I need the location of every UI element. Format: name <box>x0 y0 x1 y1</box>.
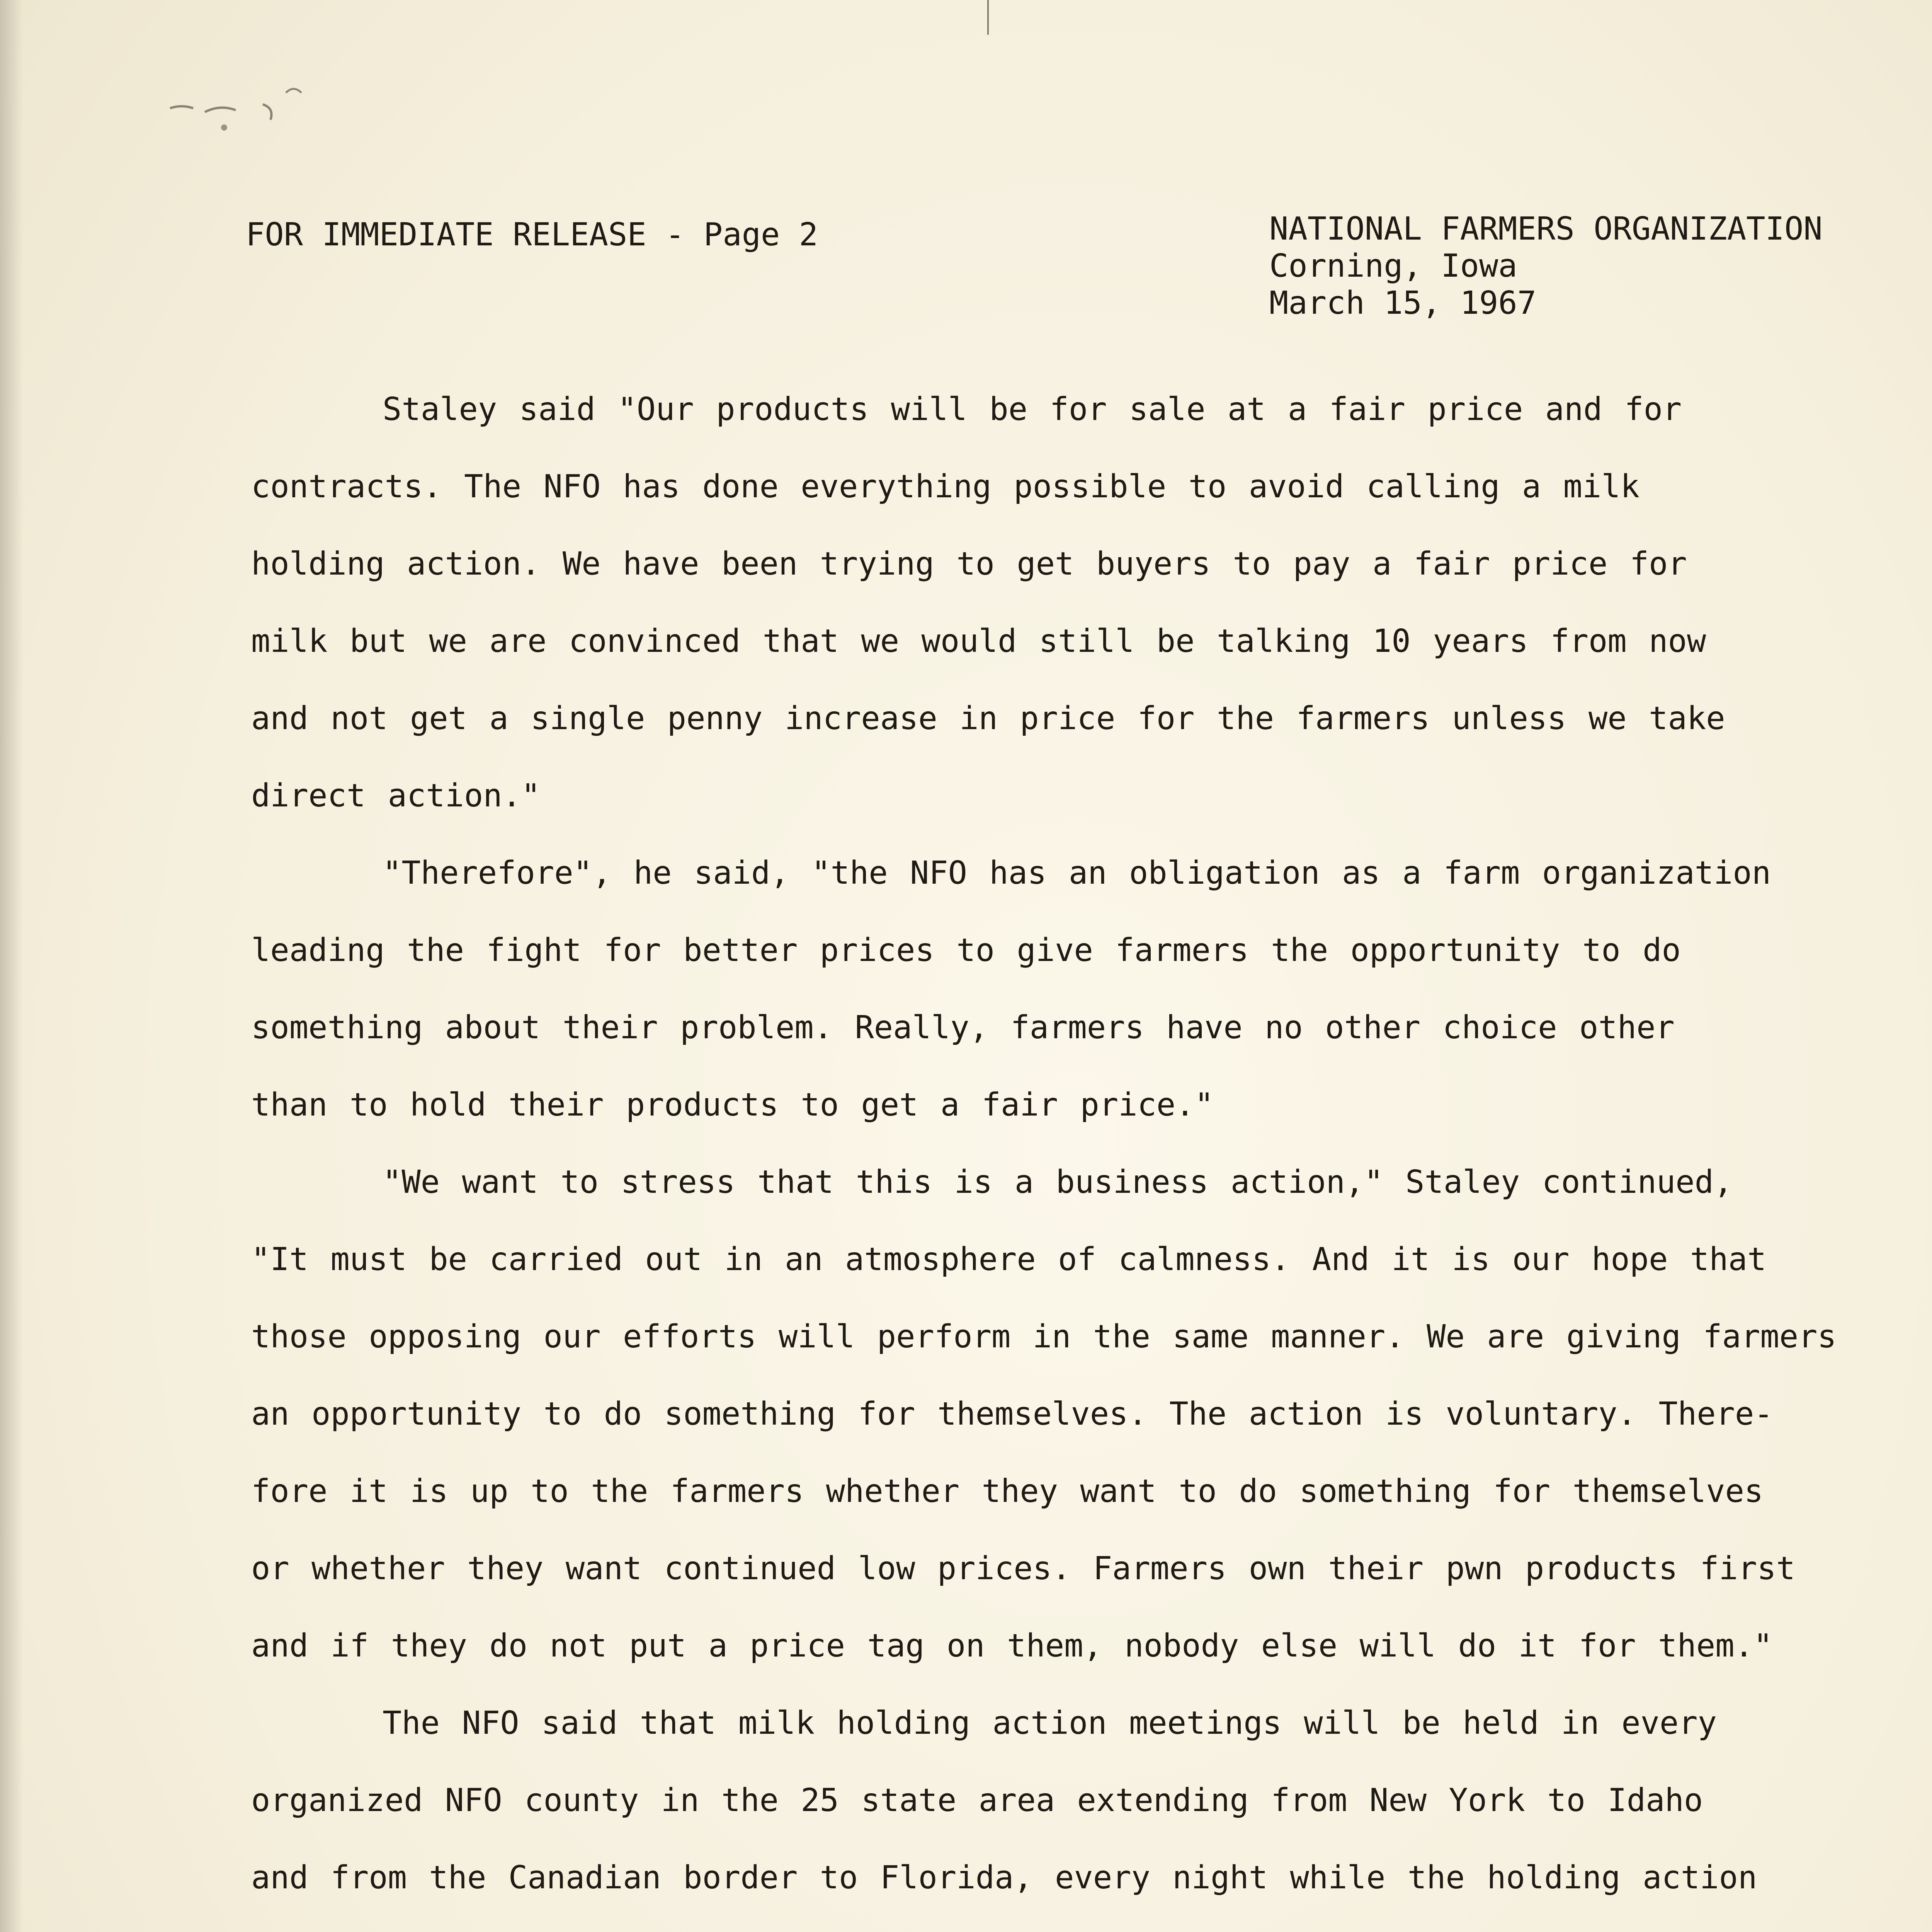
body-line: and from the Canadian border to Florida, every night while the holding action <box>251 1859 1757 1896</box>
ink-smudge <box>162 77 325 139</box>
body-line: The NFO said that milk holding action meetings will be held in every <box>383 1705 1717 1742</box>
release-date: March 15, 1967 <box>1269 285 1537 321</box>
body-line: milk but we are convinced that we would still be talking 10 years from now <box>251 623 1706 660</box>
body-line: or whether they want continued low prices. Farmers own their pwn products first <box>251 1550 1796 1587</box>
body-line: and if they do not put a price tag on them, nobody else will do it for them." <box>251 1628 1773 1664</box>
location: Corning, Iowa <box>1269 248 1517 284</box>
body-line: contracts. The NFO has done everything possible to avoid calling a milk <box>251 468 1640 505</box>
body-line: those opposing our efforts will perform in the same manner. We are giving farmers <box>251 1318 1837 1355</box>
organization-block <box>1269 211 1823 322</box>
release-line: FOR IMMEDIATE RELEASE - Page 2 <box>246 216 818 253</box>
body-line: and not get a single penny increase in price for the farmers unless we take <box>251 700 1725 737</box>
body-line: "It must be carried out in an atmosphere of calmness. And it is our hope that <box>251 1241 1767 1278</box>
body-text <box>251 371 1855 1932</box>
body-line: leading the fight for better prices to give farmers the opportunity to do <box>251 932 1681 969</box>
body-line: "Therefore", he said, "the NFO has an obligation as a farm organization <box>383 855 1771 891</box>
body-line: holding action. We have been trying to get buyers to pay a fair price for <box>251 546 1687 582</box>
top-tick-mark <box>987 0 989 35</box>
page-edge-shadow <box>0 0 23 1932</box>
body-line: than to hold their products to get a fair price." <box>251 1087 1214 1123</box>
body-line: fore it is up to the farmers whether they want to do something for themselves <box>251 1473 1764 1510</box>
body-line: organized NFO county in the 25 state area extending from New York to Idaho <box>251 1782 1703 1819</box>
body-line: direct action." <box>251 777 541 814</box>
body-line: an opportunity to do something for themselves. The action is voluntary. There- <box>251 1396 1773 1432</box>
body-line: "We want to stress that this is a business action," Staley continued, <box>383 1164 1733 1201</box>
body-line: something about their problem. Really, farmers have no other choice other <box>251 1009 1675 1046</box>
body-line <box>251 1917 1855 1932</box>
organization-name: NATIONAL FARMERS ORGANIZATION <box>1269 211 1823 247</box>
body-line: Staley said "Our products will be for sale at a fair price and for <box>383 391 1682 428</box>
